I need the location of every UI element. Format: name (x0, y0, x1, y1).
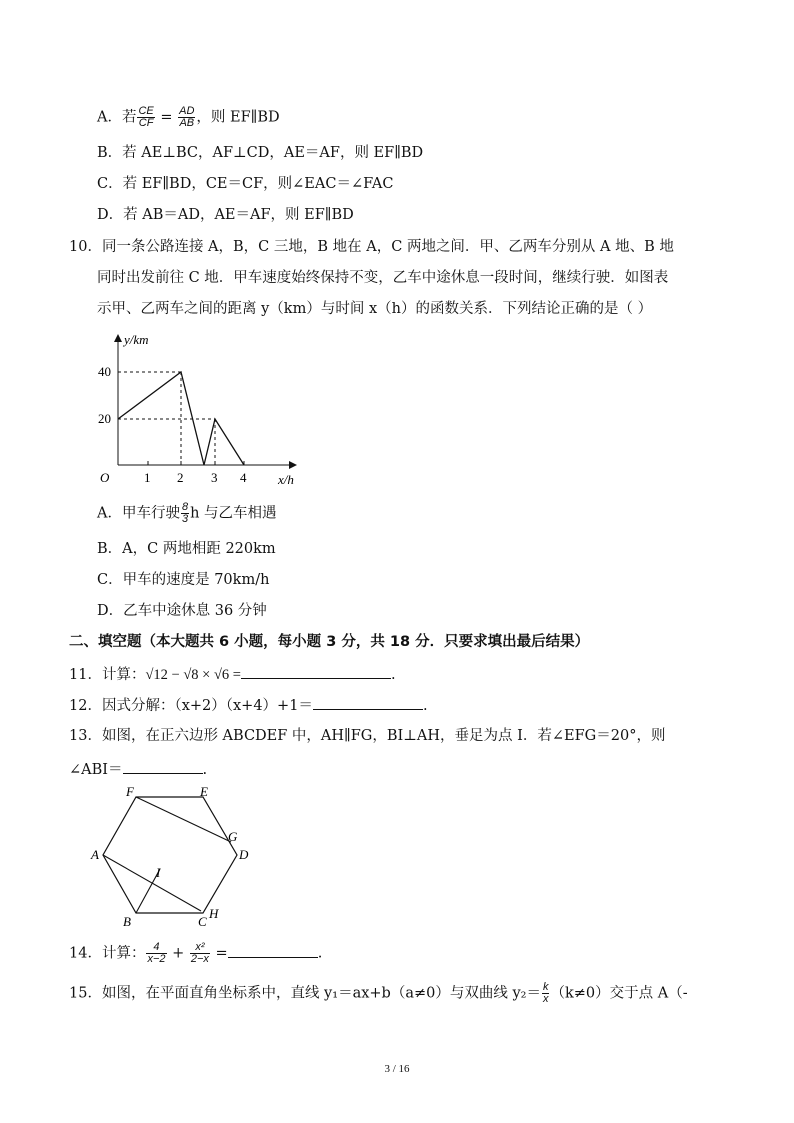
q13-line-1: 13．如图，在正六边形 ABCDEF 中，AH∥FG，BI⊥AH，垂足为点 I．若∠EFG＝20°，则 (69, 728, 666, 744)
x-axis-label: x/h (278, 472, 294, 487)
q10-line-2: 同时出发前往 C 地．甲车速度始终保持不变，乙车中途休息一段时间，继续行驶．如图表 (97, 270, 669, 286)
label-h: H (209, 906, 219, 921)
label-f: F (126, 785, 134, 799)
q14: 14．计算： $\frac{4}{x-2}$ + $\frac{\text{x²}}{2-x}$ = . (69, 941, 323, 965)
hexagon-abcdef (103, 797, 237, 913)
q10-option-d: D．乙车中途休息 36 分钟 (97, 603, 267, 619)
q10-line-3: 示甲、乙两车之间的距离 y（km）与时间 x（h）的函数关系．下列结论正确的是（ ） (97, 301, 653, 317)
label-e: E (200, 785, 208, 799)
section-2-title: 二、填空题（本大题共 6 小题，每小题 3 分，共 18 分．只要求填出最后结果） (69, 634, 590, 650)
y-axis-label: y/km (124, 332, 149, 347)
q15: 15．如图，在平面直角坐标系中，直线 y₁＝ax+b（a≠0）与双曲线 y₂＝ $\frac{k}{x}$ （k≠0）交于点 A（- (69, 981, 688, 1005)
label-g: G (228, 829, 238, 844)
q9-option-a: A．若 $\frac{CE}{CF}$ = $\frac{AD}{AB}$ ，则 EF∥BD (97, 105, 280, 129)
label-a: A (91, 847, 99, 862)
x-tick-2: 2 (177, 470, 184, 485)
q10-line-1: 10．同一条公路连接 A，B，C 三地，B 地在 A，C 两地之间．甲、乙两车分别从 A 地、B 地 (69, 239, 674, 255)
x-tick-4: 4 (240, 470, 247, 485)
hexagon-figure (88, 785, 258, 930)
label-b: B (123, 914, 131, 929)
q10-option-b: B．A，C 两地相距 220km (97, 541, 276, 557)
q10-option-a: A．甲车行驶 $\frac{8}{3}$ h 与乙车相遇 (97, 501, 277, 525)
x-tick-3: 3 (211, 470, 218, 485)
q14-answer-blank[interactable] (228, 943, 318, 958)
q9-option-c: C．若 EF∥BD，CE＝CF，则∠EAC＝∠FAC (97, 176, 394, 192)
label-d: D (239, 847, 249, 862)
label-i: I (156, 865, 161, 880)
x-tick-1: 1 (144, 470, 151, 485)
fraction-8-3: $\frac{8}{3}$ (181, 501, 189, 525)
label-c: C (198, 914, 207, 929)
y-tick-40: 40 (98, 364, 111, 379)
q11-answer-blank[interactable] (241, 664, 391, 679)
q10-option-c: C．甲车的速度是 70km/h (97, 572, 270, 588)
distance-time-graph (90, 330, 310, 490)
fraction-k-over-x: $\frac{k}{x}$ (542, 981, 549, 1005)
q9-option-a-prefix: A．若 (97, 109, 137, 126)
q11-expression: √12 − √8 × √6 = (145, 667, 241, 683)
y-tick-20: 20 (98, 411, 111, 426)
fraction-x2-over-2-minus-x: $\frac{\text{x²}}{2-x}$ (190, 941, 209, 965)
q13-line-2: ∠ABI＝ . (69, 759, 207, 780)
origin-label: O (100, 470, 110, 485)
q9-option-b: B．若 AE⊥BC，AF⊥CD，AE＝AF，则 EF∥BD (97, 145, 424, 161)
fraction-ad-ab: $\frac{AD}{AB}$ (179, 105, 195, 129)
page-number: 3 / 16 (384, 1063, 410, 1075)
q12: 12．因式分解：（x+2）（x+4）+1＝ . (69, 695, 428, 716)
q13-answer-blank[interactable] (123, 759, 203, 774)
fraction-ce-cf: $\frac{CE}{CF}$ (138, 105, 154, 129)
q11: 11．计算：√12 − √8 × √6 = . (69, 664, 396, 685)
q9-option-d: D．若 AB＝AD，AE＝AF，则 EF∥BD (97, 207, 354, 223)
q12-answer-blank[interactable] (313, 695, 423, 710)
fraction-4-over-x-minus-2: $\frac{4}{x-2}$ (147, 941, 166, 965)
